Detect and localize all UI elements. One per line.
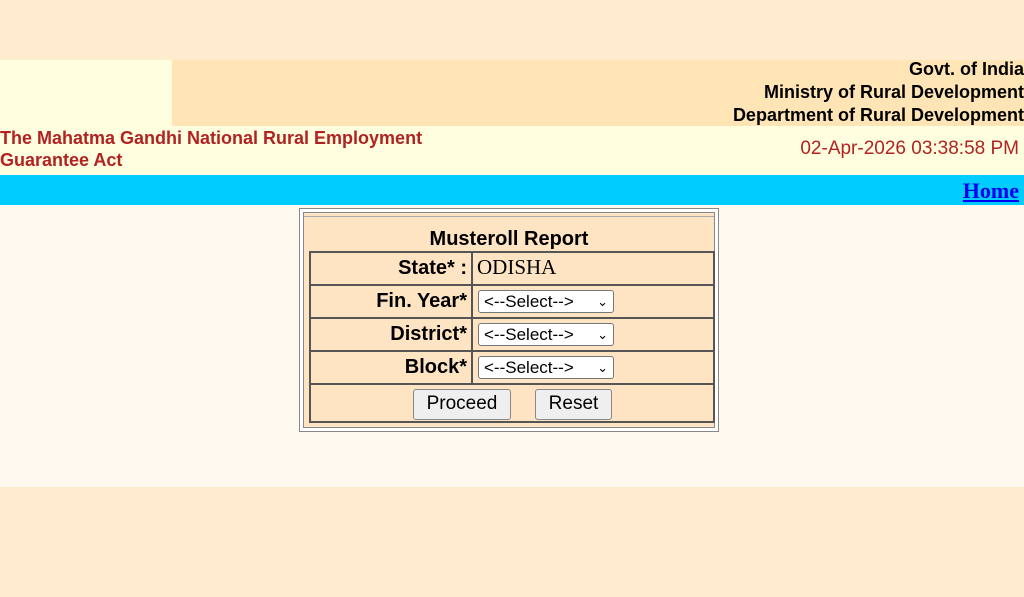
form-grid [309, 251, 715, 423]
govt-line-2: Ministry of Rural Development [763, 82, 1024, 102]
state-value: ODISHA [477, 255, 557, 279]
fin-year-cell [475, 286, 713, 317]
district-row [309, 317, 715, 350]
title-band [0, 126, 1024, 175]
top-strip [0, 0, 1024, 60]
govt-line-3: Department of Rural Development [732, 105, 1024, 125]
act-title: The Mahatma Gandhi National Rural Employment Guarantee Act [0, 128, 423, 170]
district-label: District* [311, 319, 473, 350]
block-select[interactable] [478, 356, 614, 379]
block-selected: <--Select--> [484, 358, 574, 377]
divider [304, 216, 714, 219]
chevron-down-icon: ⌄ [597, 294, 608, 309]
home-link[interactable]: Home [962, 178, 1019, 203]
proceed-button[interactable]: Proceed [413, 389, 511, 420]
govt-block [733, 58, 1024, 127]
district-select[interactable] [478, 323, 614, 346]
report-title: Musteroll Report [429, 228, 589, 250]
nav-bar [0, 175, 1024, 205]
govt-line-1: Govt. of India [909, 59, 1024, 79]
fin-year-select[interactable] [478, 290, 614, 313]
header-left-panel [0, 60, 172, 126]
state-cell [475, 253, 713, 284]
block-label: Block* [311, 352, 473, 383]
fin-year-label: Fin. Year* [311, 286, 473, 317]
block-cell [475, 352, 713, 383]
content-area [0, 205, 1024, 487]
chevron-down-icon: ⌄ [597, 360, 608, 375]
fin-year-row [309, 284, 715, 317]
reset-button[interactable]: Reset [535, 389, 612, 420]
header-right-panel [172, 60, 1024, 126]
datetime-display: 02-Apr-2026 03:38:58 PM [800, 138, 1019, 159]
state-label: State* : [311, 253, 473, 284]
fin-year-selected: <--Select--> [484, 292, 574, 311]
block-row [309, 350, 715, 383]
musteroll-report-form [299, 208, 719, 432]
district-cell [475, 319, 713, 350]
report-panel [303, 212, 715, 428]
chevron-down-icon: ⌄ [597, 327, 608, 342]
header [0, 60, 1024, 126]
district-selected: <--Select--> [484, 325, 574, 344]
actions-row [309, 383, 715, 423]
state-row [309, 251, 715, 284]
